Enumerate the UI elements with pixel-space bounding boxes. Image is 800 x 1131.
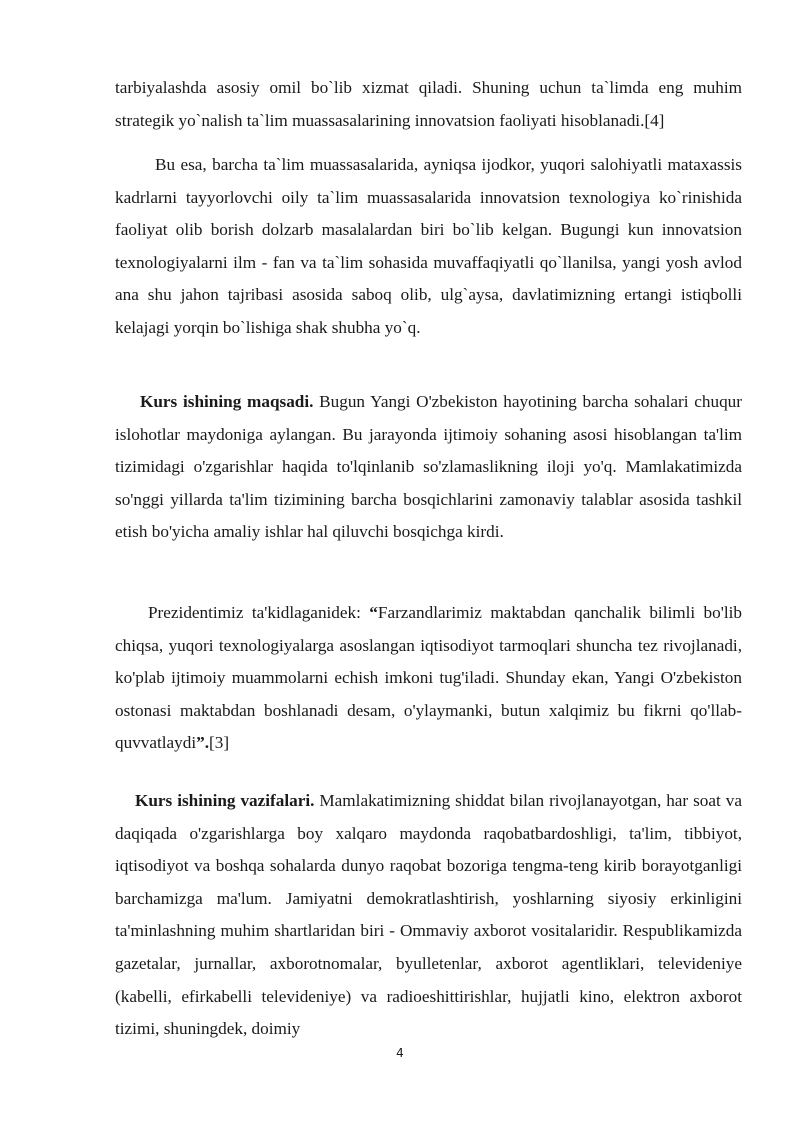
- paragraph-innovation-technology: [115, 149, 742, 345]
- course-tasks-heading: Kurs ishining vazifalari.: [135, 791, 315, 810]
- paragraph-president-quote: [115, 597, 742, 760]
- paragraph-course-goal: [115, 386, 742, 549]
- open-quote-mark: “: [369, 603, 378, 622]
- paragraph-innovation-intro: [115, 72, 742, 137]
- course-tasks-text: Mamlakatimizning shiddat bilan rivojlanayotgan, har soat va daqiqada o'zgarishlarga boy xalqaro maydonda raqobatbardoshligi, ta'lim, tibbiyot, iqtisodiyot va boshqa sohalarda dunyo raqobat bozoriga tengma-teng kirib borayotganligi barchamizga ma'lum. Jamiyatni demokratlashtirish, yoshlarning siyosiy erkinligini ta'minlashning muhim shartlaridan biri - Ommaviy axborot vositalaridir. Respublikamizda gazetalar, jurnallar, axborotnomalar, byulletenlar, axborot agentliklari, televideniye (kabelli, efirkabelli televideniye) va radioeshittirishlar, hujjatli kino, elektron axborot tizimi, shuningdek, doimiy: [115, 791, 742, 1039]
- quote-text: Farzandlarimiz maktabdan qanchalik bilimli bo'lib chiqsa, yuqori texnologiyalarga asoslangan iqtisodiyot tarmoqlari shuncha tez rivojlanadi, ko'plab ijtimoiy muammolarni echish imkoni tug'iladi. Shunday ekan, Yangi O'zbekiston ostonasi maktabdan boshlanadi desam, o'ylaymanki, butun xalqimiz bu fikrni qo'llab-quvvatlaydi: [115, 603, 742, 753]
- close-quote-mark: ”.: [196, 733, 210, 753]
- paragraph-text: tarbiyalashda asosiy omil bo`lib xizmat qiladi. Shuning uchun ta`limda eng muhim strategik yo`nalish ta`lim muassasalarining innovatsion faoliyati hisoblanadi.[4]: [115, 78, 742, 130]
- paragraph-text: Bu esa, barcha ta`lim muassasalarida, ayniqsa ijodkor, yuqori salohiyatli mataxassis kadrlarni tayyorlovchi oily ta`lim muassasalarida innovatsion texnologiya ko`rinishida faoliyat olib borish dolzarb masalalardan biri bo`lib kelgan. Bugungi kun innovatsion texnologiyalarni ilm - fan va ta`lim sohasida muvaffaqiyatli qo`llanilsa, yangi yosh avlod ana shu jahon tajribasi asosida saboq olib, ulg`aysa, davlatimizning ertangi istiqbolli kelajagi yorqin bo`lishiga shak shubha yo`q.: [115, 155, 742, 337]
- page-number: 4: [396, 1046, 404, 1060]
- paragraph-course-tasks: [115, 785, 742, 1046]
- quote-intro: Prezidentimiz ta'kidlaganidek:: [148, 603, 370, 622]
- course-goal-heading: Kurs ishining maqsadi.: [140, 392, 314, 411]
- course-goal-text: Bugun Yangi O'zbekiston hayotining barcha sohalari chuqur islohotlar maydoniga aylangan. Bu jarayonda ijtimoiy sohaning asosi hisoblangan ta'lim tizimidagi o'zgarishlar haqida to'lqinlanib so'zlamaslikning iloji yo'q. Mamlakatimizda so'nggi yillarda ta'lim tizimining barcha bosqichlarini zamonaviy talablar asosida tashkil etish bo'yicha amaliy ishlar hal qiluvchi bosqichga kirdi.: [115, 392, 742, 542]
- citation: [3]: [209, 733, 230, 753]
